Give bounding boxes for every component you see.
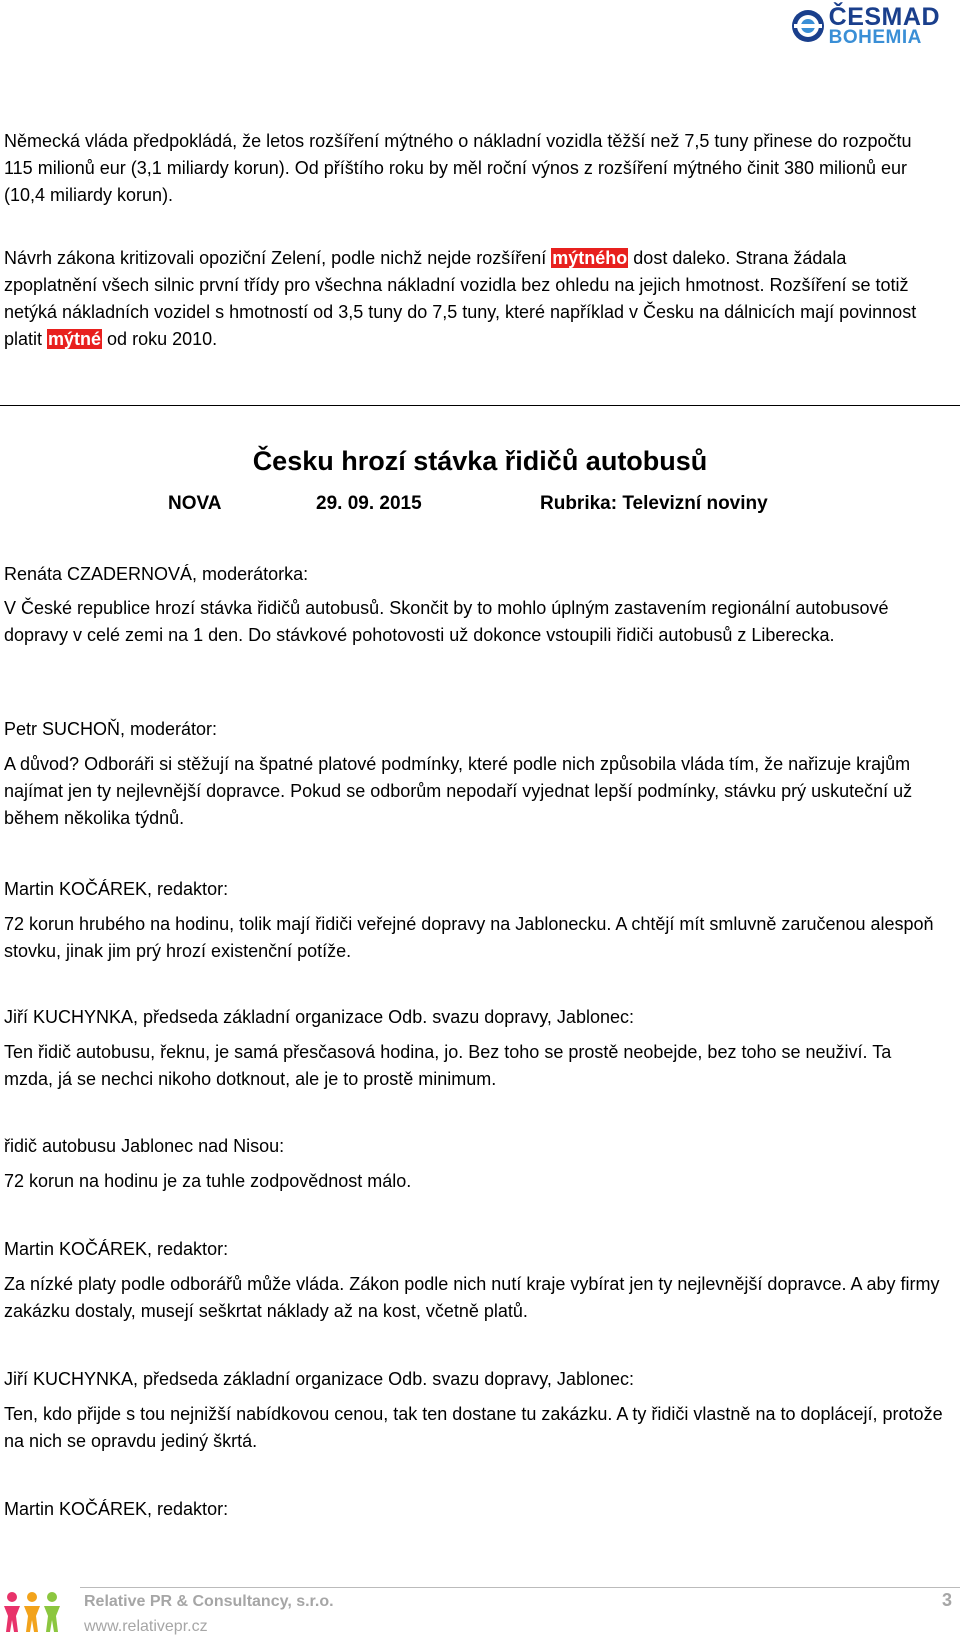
speaker-label: Martin KOČÁREK, redaktor: [4, 879, 229, 899]
speaker-label: řidič autobusu Jablonec nad Nisou: [4, 1136, 285, 1156]
logo-line2: BOHEMIA [828, 26, 922, 48]
intro-p2-text-end: od roku 2010. [102, 329, 218, 349]
highlight-mytne: mýtné [48, 329, 102, 349]
logo-line1: ČESMAD [828, 3, 940, 31]
intro-p2-text: Návrh zákona kritizovali opoziční Zelení, podle nichž nejde rozšíření [4, 248, 552, 268]
speech-text: 72 korun hrubého na hodinu, tolik mají řidiči veřejné dopravy na Jablonecku. A chtějí mít smluvně zaručenou alespoň stovku, jinak jim prý hrozí existenční potíže. [4, 914, 934, 961]
speech-text: 72 korun na hodinu je za tuhle zodpovědnost málo. [4, 1171, 412, 1191]
intro-p2-text-mid: dost daleko. Strana žádala zpoplatnění všech silnic první třídy pro všechna nákladní vozidla bez ohledu na jejich hmotnost. Rozšíření se totiž netýká nákladních vozidel s hmotností od 3,5 tuny do 7,5 tuny, které například v Česku na dálnicích mají povinnost platit [4, 248, 917, 349]
footer-divider [80, 1587, 960, 1588]
speech-text: A důvod? Odboráři si stěžují na špatné platové podmínky, které podle nich způsobila vláda tím, že nařizuje krajům najímat jen ty nejlevnější dopravce. Pokud se odborům nepodaří vyjednat lepší podmínky, stávku prý uskuteční už během několika týdnů. [4, 754, 913, 828]
page-number: 3 [941, 1590, 952, 1610]
section-divider [0, 405, 960, 406]
speech-text: Za nízké platy podle odborářů může vláda. Zákon podle nich nutí kraje vybírat jen ty nejlevnější dopravce. A aby firmy zakázku dostaly, musejí seškrtat náklady až na kost, včetně platů. [4, 1274, 940, 1321]
highlight-mytneho: mýtného [552, 248, 628, 268]
article-title: Česku hrozí stávka řidičů autobusů [252, 446, 708, 476]
speaker-label: Renáta CZADERNOVÁ, moderátorka: [4, 564, 309, 584]
speaker-label: Jiří KUCHYNKA, předseda základní organizace Odb. svazu dopravy, Jablonec: [4, 1007, 634, 1027]
article-section: Rubrika: Televizní noviny [540, 493, 768, 514]
cesmad-logo [791, 3, 940, 48]
article-source: NOVA [168, 493, 222, 514]
speech-text: V České republice hrozí stávka řidičů autobusů. Skončit by to mohlo úplným zastavením regionální autobusové dopravy v celé zemi na 1 den. Do stávkové pohotovosti už dokonce vstoupili řidiči autobusů z Liberecka. [4, 598, 889, 645]
speaker-label: Petr SUCHOŇ, moderátor: [4, 719, 218, 739]
speech-text: Ten, kdo přijde s tou nejnižší nabídkovou cenou, tak ten dostane tu zakázku. A ty řidiči vlastně na to doplácejí, protože na nich se opravdu jediný škrtá. [4, 1404, 943, 1451]
relative-pr-people-icon [2, 1590, 66, 1634]
article-date: 29. 09. 2015 [316, 493, 422, 514]
footer-company: Relative PR & Consultancy, s.r.o. [84, 1593, 334, 1610]
intro-paragraph-2 [4, 245, 944, 353]
speaker-label: Martin KOČÁREK, redaktor: [4, 1239, 229, 1259]
intro-paragraph-1: Německá vláda předpokládá, že letos rozšíření mýtného o nákladní vozidla těžší než 7,5 tuny přinese do rozpočtu 115 milionů eur (3,1 miliardy korun). Od příštího roku by měl roční výnos z rozšíření mýtného činit 380 milionů eur (10,4 miliardy korun). [4, 131, 912, 205]
footer-url-link[interactable]: www.relativepr.cz [84, 1618, 208, 1635]
speaker-label: Jiří KUCHYNKA, předseda základní organizace Odb. svazu dopravy, Jablonec: [4, 1369, 634, 1389]
speech-text: Ten řidič autobusu, řeknu, je samá přesčasová hodina, jo. Bez toho se prostě neobejde, bez toho se neuživí. Ta mzda, já se nechci nikoho dotknout, ale je to prostě minimum. [4, 1042, 892, 1089]
cesmad-emblem-icon [791, 9, 825, 43]
speaker-label: Martin KOČÁREK, redaktor: [4, 1499, 229, 1519]
